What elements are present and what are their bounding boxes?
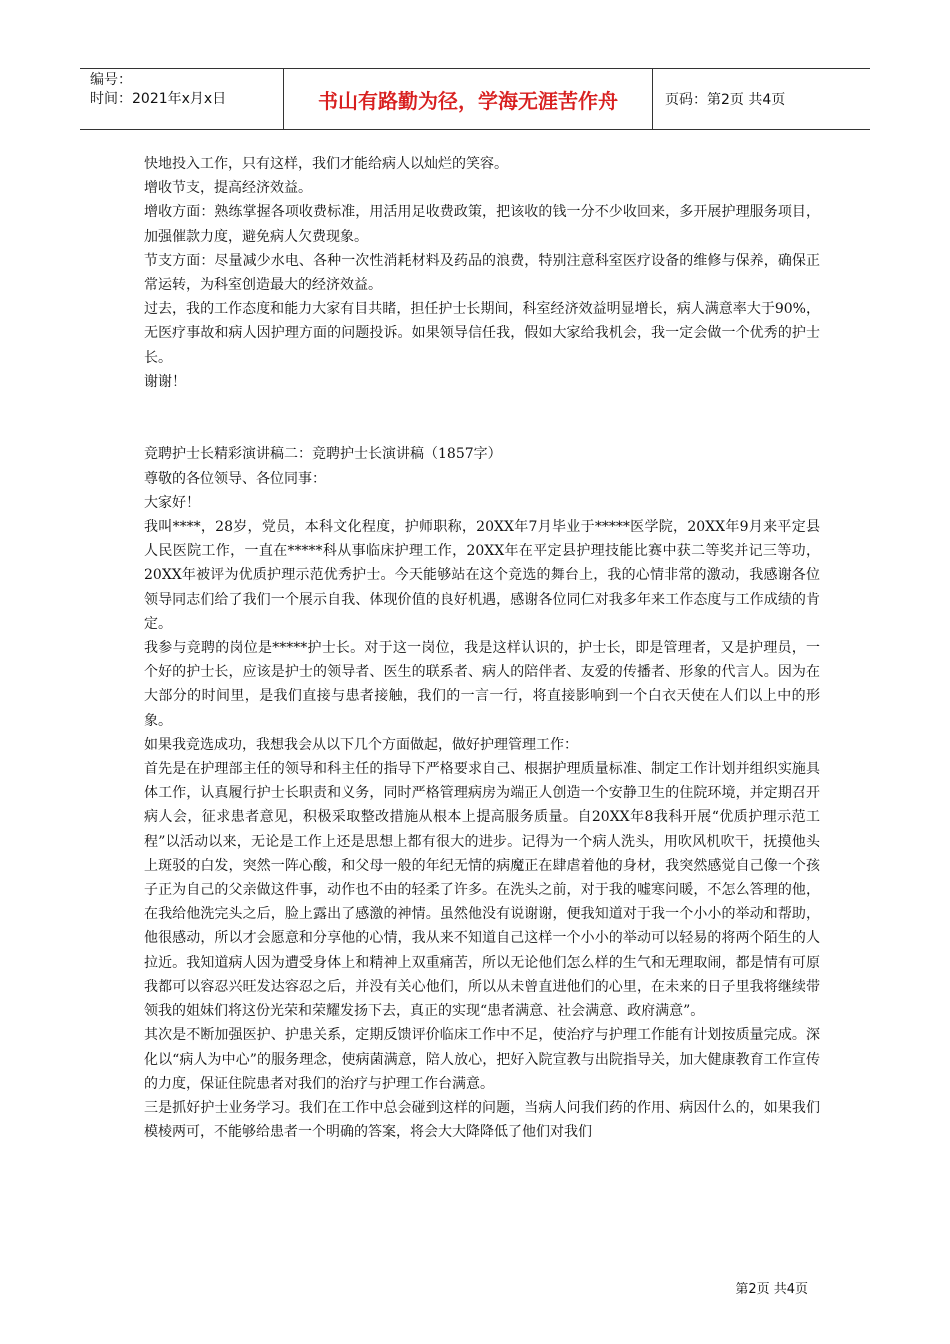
paragraph: 我叫****，28岁，党员，本科文化程度，护师职称，20XX年7月毕业于*****医学院，20XX年9月来平定县人民医院工作，一直在*****科从事临床护理工作，20XX年在平定县护理技能比赛中获二等奖并记三等功，20XX年被评为优质护理示范优秀护士。今天能够站在这个竞选的舞台上，我的心情非常的激动，我感谢各位领导同志们给了我们一个展示自我、体现价值的良好机遇，感谢各位同仁对我多年来工作态度与工作成绩的肯定。 (144, 519, 820, 632)
header-motto: 书山有路勤为径，学海无涯苦作舟 (318, 88, 618, 113)
greeting: 大家好！ (144, 494, 200, 511)
document-date-label: 时间：2021年x月x日 (90, 91, 227, 107)
salutation: 尊敬的各位领导、各位同事： (144, 470, 326, 487)
header-page-number: 页码：第2页 共4页 (665, 92, 786, 108)
page-footer: 第2页 共4页 (735, 1282, 808, 1297)
paragraph: 增收节支，提高经济效益。 (144, 180, 312, 197)
header-meta (80, 69, 283, 129)
page-header (80, 68, 870, 130)
paragraph: 增收方面：熟练掌握各项收费标准，用活用足收费政策，把该收的钱一分不少收回来，多开展护理服务项目，加强催款力度，避免病人欠费现象。 (144, 204, 820, 245)
paragraph: 过去，我的工作态度和能力大家有目共睹，担任护士长期间，科室经济效益明显增长，病人满意率大于90%，无医疗事故和病人因护理方面的问题投诉。如果领导信任我，假如大家给我机会，我一定会做一个优秀的护士长。 (144, 301, 820, 366)
paragraph: 谢谢！ (144, 373, 186, 390)
header-motto-cell (283, 69, 653, 129)
paragraph: 如果我竞选成功，我想我会从以下几个方面做起，做好护理管理工作： (144, 736, 578, 753)
section-title: 竞聘护士长精彩演讲稿二：竞聘护士长演讲稿（1857字） (144, 446, 502, 463)
document-number-label: 编号： (90, 72, 132, 88)
document-body (144, 152, 820, 1144)
paragraph: 三是抓好护士业务学习。我们在工作中总会碰到这样的问题，当病人问我们药的作用、病因什么的，如果我们模棱两可，不能够给患者一个明确的答案，将会大大降降低了他们对我们 (144, 1099, 820, 1141)
section-gap (144, 394, 820, 442)
paragraph: 快地投入工作，只有这样，我们才能给病人以灿烂的笑容。 (144, 156, 508, 172)
paragraph: 节支方面：尽量减少水电、各种一次性消耗材料及药品的浪费，特别注意科室医疗设备的维修与保养，确保正常运转，为科室创造最大的经济效益。 (144, 252, 820, 294)
paragraph: 其次是不断加强医护、护患关系，定期反馈评价临床工作中不足，使治疗与护理工作能有计划按质量完成。深化以“病人为中心”的服务理念，使病菌满意，陪人放心，把好入院宣教与出院指导关，加大健康教育工作宣传的力度，保证住院患者对我们的治疗与护理工作台满意。 (144, 1027, 820, 1092)
paragraph: 我参与竞聘的岗位是*****护士长。对于这一岗位，我是这样认识的，护士长，即是管理者，又是护理员，一个好的护士长，应该是护士的领导者、医生的联系者、病人的陪伴者、友爱的传播者、形象的代言人。因为在大部分的时间里，是我们直接与患者接触，我们的一言一行，将直接影响到一个白衣天使在人们以上中的形象。 (144, 640, 820, 729)
header-page-cell (653, 69, 870, 129)
paragraph: 首先是在护理部主任的领导和科主任的指导下严格要求自己、根据护理质量标准、制定工作计划并组织实施具体工作，认真履行护士长职责和义务，同时严格管理病房为端正人创造一个安静卫生的住院环境，并定期召开病人会，征求患者意见，积极采取整改措施从根本上提高服务质量。自20XX年8我科开展“优质护理示范工程”以活动以来，无论是工作上还是思想上都有很大的进步。记得为一个病人洗头，用吹风机吹干，抚摸他头上斑驳的白发，突然一阵心酸，和父母一般的年纪无情的病魔正在肆虐着他的身材，我突然感觉自己像一个孩子正为自己的父亲做这件事，动作也不由的轻柔了许多。在洗头之前，对于我的嘘寒问暖，不怎么答理的他，在我给他洗完头之后，脸上露出了感激的神情。虽然他没有说谢谢，便我知道对于我一个小小的举动和帮助，他很感动，所以才会愿意和分享他的心情，我从来不知道自己这样一个小小的举动可以轻易的将两个陌生的人拉近。我知道病人因为遭受身体上和精神上双重痛苦，所以无论他们怎么样的生气和无理取闹，都是情有可原我都可以容忍兴旺发达容忍之后，并没有关心他们，所以从未曾直进他们的心里，在未来的日子里我将继续带领我的姐妹们将这份光荣和荣耀发扬下去，真正的实现“患者满意、社会满意、政府满意”。 (144, 761, 820, 1020)
